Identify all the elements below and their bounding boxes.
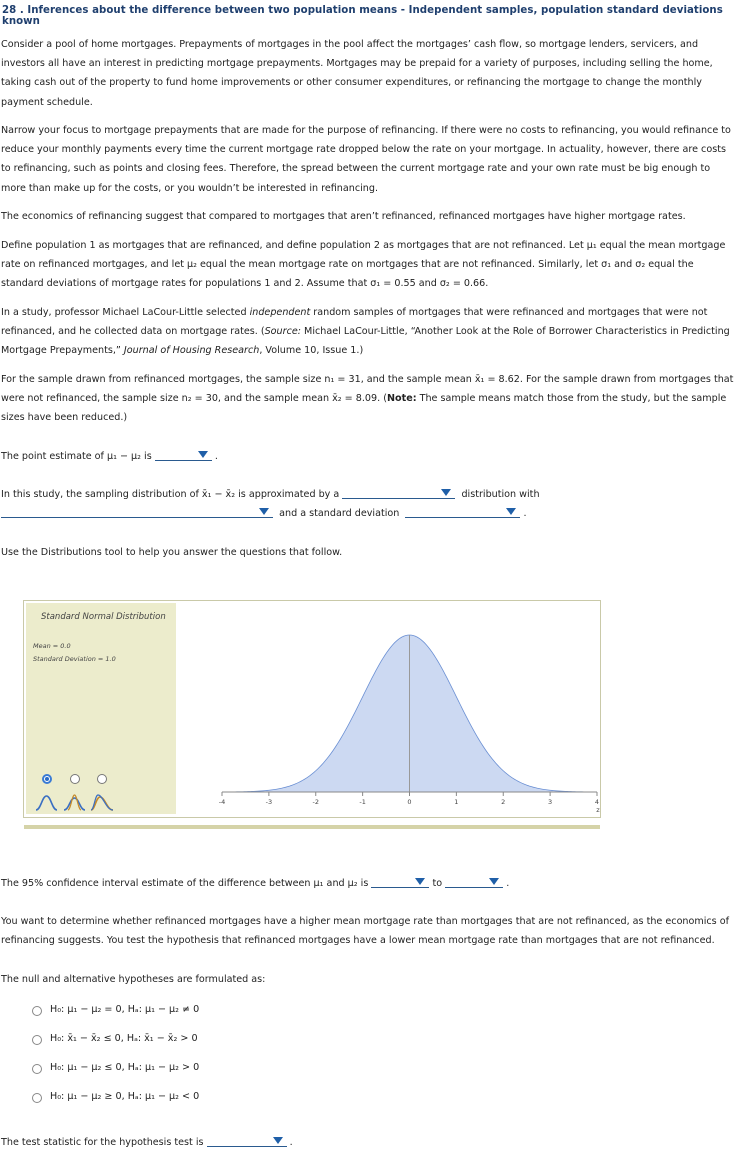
sd-label: Standard Deviation = 1.0 [33, 655, 116, 663]
normal-curve-icon[interactable] [36, 796, 57, 810]
x-tick-label: -4 [218, 798, 226, 806]
sampling-distribution-question-cont: and a standard deviation . [1, 504, 736, 523]
x-tick-label: 1 [454, 798, 459, 806]
chevron-down-icon [259, 508, 269, 515]
confidence-interval-question: The 95% confidence interval estimate of the difference between μ₁ and μ₂ is to . [1, 874, 736, 893]
study-paragraph: In a study, professor Michael LaCour-Little selected independent random samples of mortgages that were refinanced and mortgages that were not refinanced, and he collected data on mortgage rates. (Source: Michael LaCour-Little, “Another Look at the Role of Borrower Characteristics in Predicting Mortgage Prepayments,” Journal of Housing Research, Volume 10, Issue 1.) [1, 307, 730, 357]
distributions-tool [23, 600, 601, 818]
hypothesis-option-1[interactable]: H₀: μ₁ − μ₂ = 0, Hₐ: μ₁ − μ₂ ≠ 0 [50, 1004, 200, 1015]
x-tick-label: -3 [265, 798, 273, 806]
question-title: 28 . Inferences about the difference between two population means - Independent samples, population standard deviations known [2, 5, 723, 27]
mean-label: Mean = 0.0 [33, 642, 71, 650]
sample-paragraph: For the sample drawn from refinanced mortgages, the sample size n₁ = 31, and the sample mean x̄₁ = 8.62. For the sample drawn from mortgages that were not refinanced, the sample size n₂ = 30, and the sample mean x̄₂ = 8.09. (Note: The sample means match those from the study, but the sample sizes have been reduced.) [1, 374, 734, 424]
x-tick-label: 3 [548, 798, 553, 806]
hypothesis-option-3-radio[interactable] [32, 1064, 42, 1074]
x-tick-label: -2 [312, 798, 319, 806]
refinancing-paragraph: Narrow your focus to mortgage prepayments that are made for the purpose of refinancing. If there were no costs to refinancing, you would refinance to reduce your monthly payments every time the current mortgage rate dropped below the rate on your mortgage. In actuality, however, there are costs to refinancing, such as points and closing fees. Therefore, the spread between the current mortgage rate and your own rate must be big enough to more than make up for the costs, or you wouldn’t be interested in refinancing. [1, 125, 731, 194]
hypothesis-option-2[interactable]: H₀: x̄₁ − x̄₂ ≤ 0, Hₐ: x̄₁ − x̄₂ > 0 [50, 1033, 198, 1044]
standard-deviation-dropdown[interactable] [405, 505, 520, 518]
chevron-down-icon [415, 878, 425, 885]
x-tick-label: -1 [359, 798, 366, 806]
distribution-control-panel [26, 603, 176, 814]
x-axis-ticks [219, 792, 599, 806]
normal-distribution-chart [178, 601, 598, 815]
x-tick-label: 2 [501, 798, 506, 806]
sampling-distribution-question: In this study, the sampling distribution of x̄₁ − x̄₂ is approximated by a distribution with [1, 485, 736, 504]
distribution-title: Standard Normal Distribution [41, 612, 166, 622]
t-curve-icon[interactable] [64, 798, 85, 810]
z-axis-label: z [596, 806, 600, 814]
hypothesis-option-4-radio[interactable] [32, 1093, 42, 1103]
test-statistic-dropdown[interactable] [207, 1134, 287, 1147]
hypotheses-intro: The null and alternative hypotheses are formulated as: [1, 974, 266, 985]
chevron-down-icon [198, 451, 208, 458]
hypothesis-option-2-radio[interactable] [32, 1035, 42, 1045]
definitions-paragraph: Define population 1 as mortgages that are refinanced, and define population 2 as mortgages that are not refinanced. Let μ₁ equal the mean mortgage rate on refinanced mortgages, and let μ₂ equal the mean mortgage rate on mortgages that are not refinanced. Similarly, let σ₁ and σ₂ equal the standard deviations of mortgage rates for populations 1 and 2. Assume that σ₁ = 0.55 and σ₂ = 0.66. [1, 240, 726, 290]
chevron-down-icon [273, 1137, 283, 1144]
hypothesis-option-4[interactable]: H₀: μ₁ − μ₂ ≥ 0, Hₐ: μ₁ − μ₂ < 0 [50, 1091, 200, 1102]
tool-instruction: Use the Distributions tool to help you answer the questions that follow. [1, 547, 343, 558]
hypothesis-paragraph: You want to determine whether refinanced mortgages have a higher mean mortgage rate than mortgages that are not refinanced, as the economics of refinancing suggests. You test the hypothesis that refinanced mortgages have a lower mean mortgage rate than mortgages that are not refinanced. [1, 916, 729, 947]
hypothesis-option-3[interactable]: H₀: μ₁ − μ₂ ≤ 0, Hₐ: μ₁ − μ₂ > 0 [50, 1062, 200, 1073]
ci-upper-dropdown[interactable] [445, 875, 503, 888]
distribution-mean-dropdown[interactable] [1, 505, 273, 518]
economics-paragraph: The economics of refinancing suggest that compared to mortgages that aren’t refinanced, refinanced mortgages have higher mortgage rates. [1, 211, 686, 222]
t-distribution-radio[interactable] [70, 774, 80, 784]
x-tick-label: 4 [594, 798, 600, 806]
chi-square-distribution-radio[interactable] [97, 774, 107, 784]
widget-footer-bar [24, 825, 600, 829]
ci-lower-dropdown[interactable] [371, 875, 429, 888]
test-statistic-question: The test statistic for the hypothesis test is . [1, 1133, 736, 1152]
chevron-down-icon [441, 489, 451, 496]
chevron-down-icon [489, 878, 499, 885]
x-tick-label: 0 [407, 798, 412, 806]
hypothesis-option-1-radio[interactable] [32, 1006, 42, 1016]
distribution-type-icons [34, 793, 119, 813]
intro-paragraph: Consider a pool of home mortgages. Prepayments of mortgages in the pool affect the mortgages’ cash flow, so mortgage lenders, servicers, and investors all have an interest in predicting mortgage prepayments. Mortgages may be prepaid for a variety of purposes, including selling the home, taking cash out of the property to fund home improvements or other consumer expenditures, or refinancing the mortgage to change the monthly payment schedule. [1, 39, 713, 108]
chevron-down-icon [506, 508, 516, 515]
normal-distribution-radio[interactable] [42, 774, 52, 784]
point-estimate-dropdown[interactable] [155, 448, 212, 461]
distribution-type-dropdown[interactable] [342, 486, 455, 499]
point-estimate-question: The point estimate of μ₁ − μ₂ is . [1, 447, 736, 466]
